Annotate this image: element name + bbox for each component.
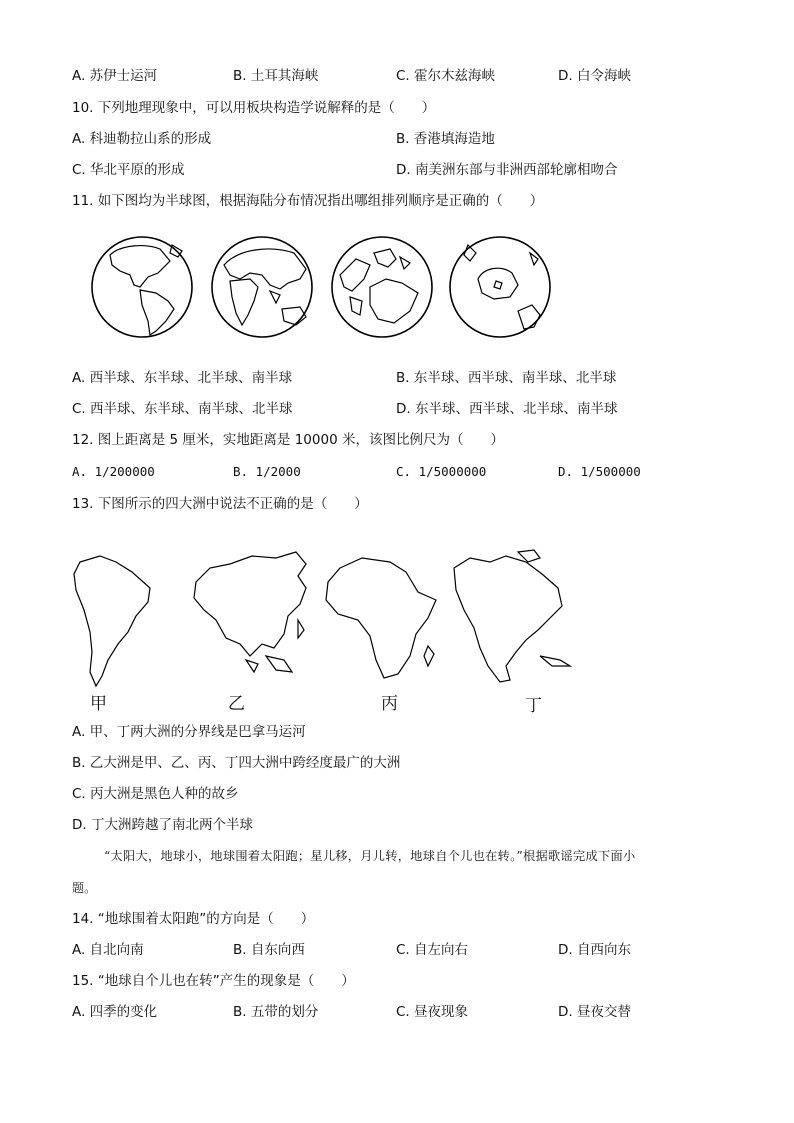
q14-option-d: D. 自西向东 (558, 942, 631, 958)
q15-option-c: C. 昼夜现象 (396, 1004, 469, 1020)
q13-option-d: D. 丁大洲跨越了南北两个半球 (72, 817, 253, 833)
continent-label-jia: 甲 (90, 694, 107, 714)
q15-option-b: B. 五带的划分 (233, 1004, 319, 1020)
q12-option-d: D. 1/500000 (558, 464, 641, 479)
q12-stem: 12. 图上距离是 5 厘米，实地距离是 10000 米，该图比例尺为（ ） (72, 432, 504, 448)
continent-label-bing: 丙 (381, 694, 398, 714)
q11-option-d: D. 东半球、西半球、北半球、南半球 (396, 401, 618, 417)
q15-stem: 15. “地球自个儿也在转”产生的现象是（ ） (72, 973, 355, 989)
q13-stem: 13. 下图所示的四大洲中说法不正确的是（ ） (72, 496, 368, 512)
q13-option-a: A. 甲、丁两大洲的分界线是巴拿马运河 (72, 724, 306, 740)
passage-line-1: “太阳大，地球小，地球围着太阳跑；星儿移，月儿转，地球自个儿也在转。”根据歌谣完成下面小 (104, 849, 636, 863)
continent-label-ding: 丁 (525, 696, 542, 716)
q9-option-b: B. 土耳其海峡 (233, 68, 319, 84)
q12-option-a: A. 1/200000 (72, 464, 155, 479)
q12-option-b: B. 1/2000 (233, 464, 301, 479)
continent-ding-outline (454, 556, 562, 682)
q14-stem: 14. “地球围着太阳跑”的方向是（ ） (72, 911, 315, 927)
globe-western-hemisphere (92, 237, 192, 337)
q9-option-d: D. 白令海峡 (558, 68, 631, 84)
q10-stem: 10. 下列地理现象中，可以用板块构造学说解释的是（ ） (72, 100, 436, 116)
q13-option-c: C. 丙大洲是黑色人种的故乡 (72, 786, 239, 802)
continent-jia-outline (74, 556, 150, 686)
continent-yi-outline (194, 552, 306, 656)
continents-figure (70, 548, 590, 696)
q11-option-a: A. 西半球、东半球、北半球、南半球 (72, 370, 293, 386)
q15-option-d: D. 昼夜交替 (558, 1004, 631, 1020)
q14-option-c: C. 自左向右 (396, 942, 469, 958)
continent-bing-outline (326, 558, 436, 678)
q13-option-b: B. 乙大洲是甲、乙、丙、丁四大洲中跨经度最广的大洲 (72, 755, 401, 771)
continent-label-yi: 乙 (228, 694, 245, 714)
passage-line-2: 题。 (72, 881, 97, 895)
q14-option-b: B. 自东向西 (233, 942, 305, 958)
q9-option-c: C. 霍尔木兹海峡 (396, 68, 496, 84)
globe-southern-hemisphere (450, 237, 550, 337)
q10-option-c: C. 华北平原的形成 (72, 162, 185, 178)
q10-option-d: D. 南美洲东部与非洲西部轮廓相吻合 (396, 162, 618, 178)
q11-option-c: C. 西半球、东半球、南半球、北半球 (72, 401, 293, 417)
q10-option-b: B. 香港填海造地 (396, 131, 495, 147)
q15-option-a: A. 四季的变化 (72, 1004, 158, 1020)
q14-option-a: A. 自北向南 (72, 942, 144, 958)
q9-option-a: A. 苏伊士运河 (72, 68, 158, 84)
q10-option-a: A. 科迪勒拉山系的形成 (72, 131, 212, 147)
globe-northern-hemisphere (332, 237, 432, 337)
q11-stem: 11. 如下图均为半球图，根据海陆分布情况指出哪组排列顺序是正确的（ ） (72, 193, 544, 209)
q12-option-c: C. 1/5000000 (396, 464, 487, 479)
globe-eastern-hemisphere (212, 237, 312, 337)
hemisphere-figure (90, 235, 550, 340)
q11-option-b: B. 东半球、西半球、南半球、北半球 (396, 370, 617, 386)
